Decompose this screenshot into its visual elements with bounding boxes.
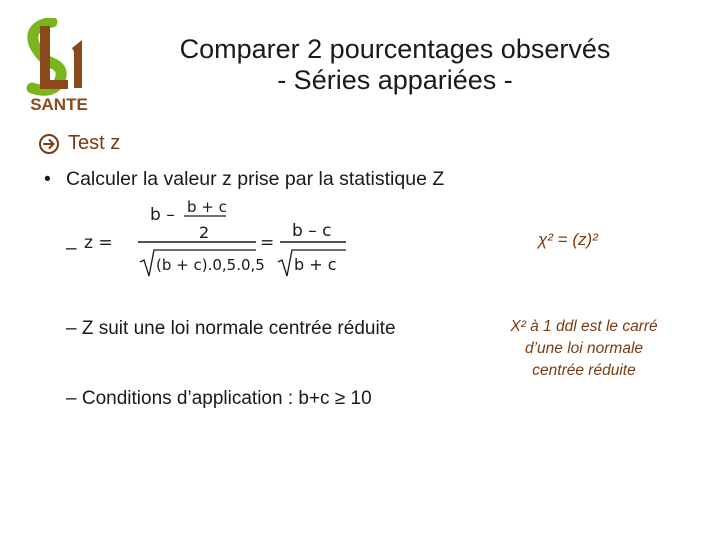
chi-square-equation: χ² = (z)² (538, 230, 598, 249)
formula-right-den: b + c (294, 255, 337, 274)
dash-item-text: Z suit une loi normale centrée réduite (81, 318, 396, 339)
circled-arrow-icon (38, 133, 60, 155)
dash-item-normal-law (66, 318, 396, 340)
formula-lhs: z = (84, 233, 113, 253)
title-line-2: - Séries appariées - (277, 65, 513, 95)
test-z-heading (38, 132, 120, 155)
dash-marker: – (66, 318, 77, 339)
formula-frac-num: b + c (187, 198, 227, 216)
l1-sante-logo (14, 18, 104, 116)
dash-marker: – (66, 388, 77, 409)
heading-label: Test z (68, 132, 121, 154)
side-note-line-3: centrée réduite (532, 362, 636, 379)
side-note (484, 316, 684, 382)
z-formula (84, 188, 354, 284)
bullet-text: Calculer la valeur z prise par la statistique Z (66, 168, 445, 190)
slide-title (130, 34, 660, 96)
formula-right-num: b – c (292, 221, 332, 241)
title-line-1: Comparer 2 pourcentages observés (179, 34, 611, 64)
formula-frac-den: 2 (199, 223, 210, 242)
side-note-line-1: X² à 1 ddl est le carré (510, 318, 658, 335)
side-note-line-2: d’une loi normale (524, 340, 644, 357)
formula-dash: – (66, 238, 77, 259)
bullet-dot: • (44, 168, 51, 190)
formula-b-minus: b – (150, 205, 175, 225)
logo-text: SANTE (30, 95, 88, 114)
dash-item-conditions (66, 388, 372, 410)
formula-mid-eq: = (260, 233, 275, 253)
formula-den: (b + c).0,5.0,5 (156, 256, 265, 274)
dash-item-text: Conditions d’application : b+c ≥ 10 (81, 388, 372, 409)
